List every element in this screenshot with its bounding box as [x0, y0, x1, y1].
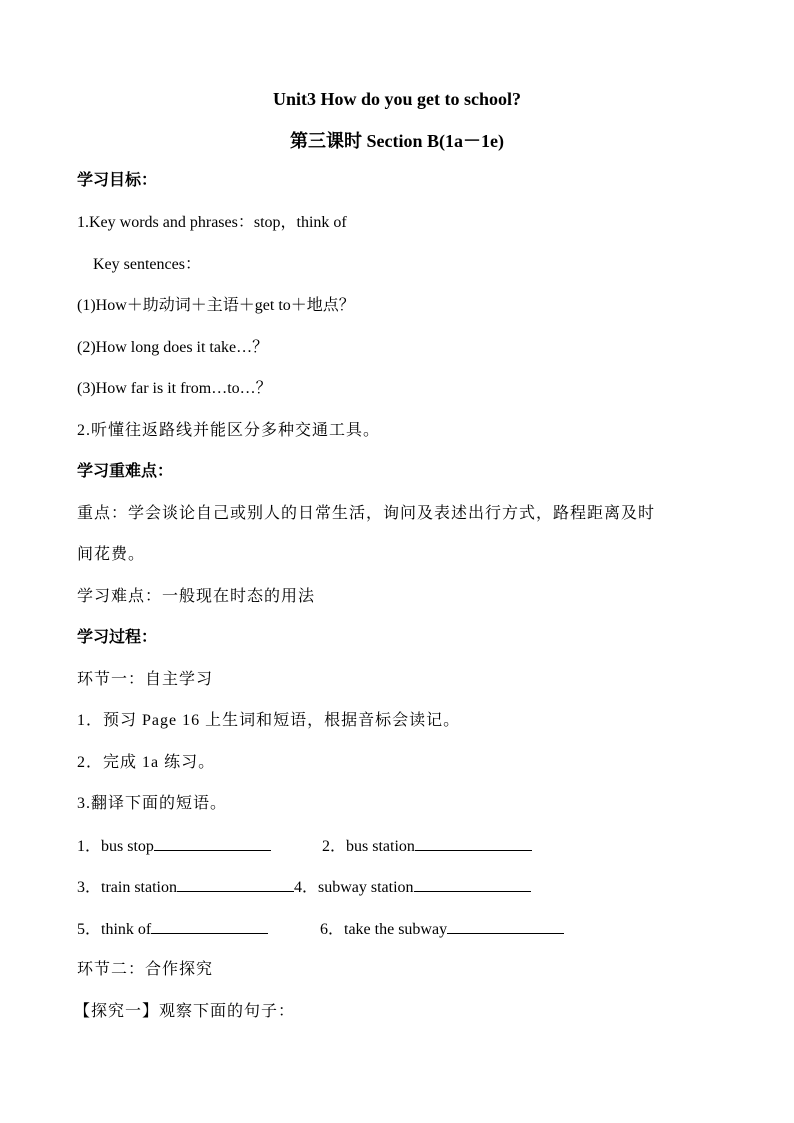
document-subtitle: 第三课时 Section B(1a－1e) — [290, 131, 504, 151]
phrase-text: 1．bus stop — [77, 838, 154, 855]
key-sentences-label: Key sentences： — [93, 256, 201, 273]
phrase-text: 6．take the subway — [320, 921, 448, 938]
sentence-1: (1)How＋助动词＋主语＋get to＋地点？ — [77, 297, 355, 314]
phrase-item — [77, 919, 268, 940]
answer-blank[interactable] — [447, 919, 564, 934]
phrase-item — [77, 877, 531, 898]
phrase-text: 5．think of — [77, 921, 152, 938]
objective-1: 1.Key words and phrases：stop，think of — [77, 214, 347, 231]
step1-item-3: 3.翻译下面的短语。 — [77, 795, 228, 812]
phrase-item — [77, 836, 271, 857]
step1-item-1: 1．预习 Page 16 上生词和短语，根据音标会读记。 — [77, 712, 461, 729]
answer-blank[interactable] — [415, 836, 532, 851]
key-point: 重点：学会谈论自己或别人的日常生活，询问及表述出行方式，路程距离及时 — [77, 505, 656, 522]
answer-blank[interactable] — [151, 919, 268, 934]
phrase-text: 3．train station — [77, 879, 177, 896]
objective-2: 2.听懂往返路线并能区分多种交通工具。 — [77, 422, 381, 439]
difficulty: 学习难点：一般现在时态的用法 — [77, 588, 316, 605]
document-title: Unit3 How do you get to school? — [272, 89, 521, 109]
step2-heading: 环节二：合作探究 — [77, 961, 214, 978]
objectives-heading: 学习目标： — [77, 172, 158, 189]
key-points-heading: 学习重难点： — [77, 463, 174, 480]
process-heading: 学习过程： — [77, 629, 158, 646]
step1-item-2: 2．完成 1a 练习。 — [77, 754, 216, 771]
answer-blank[interactable] — [154, 836, 271, 851]
answer-blank[interactable] — [414, 877, 531, 892]
phrase-item — [322, 836, 532, 857]
key-point-cont: 间花费。 — [77, 546, 146, 563]
phrase-text: 2．bus station — [322, 838, 415, 855]
phrase-item — [320, 919, 564, 940]
sentence-3: (3)How far is it from…to…？ — [77, 380, 272, 397]
explore-1: 【探究一】观察下面的句子： — [74, 1003, 296, 1020]
step1-heading: 环节一：自主学习 — [77, 671, 214, 688]
sentence-2: (2)How long does it take…？ — [77, 339, 269, 356]
phrase-text: 4．subway station — [294, 879, 414, 896]
answer-blank[interactable] — [177, 877, 294, 892]
